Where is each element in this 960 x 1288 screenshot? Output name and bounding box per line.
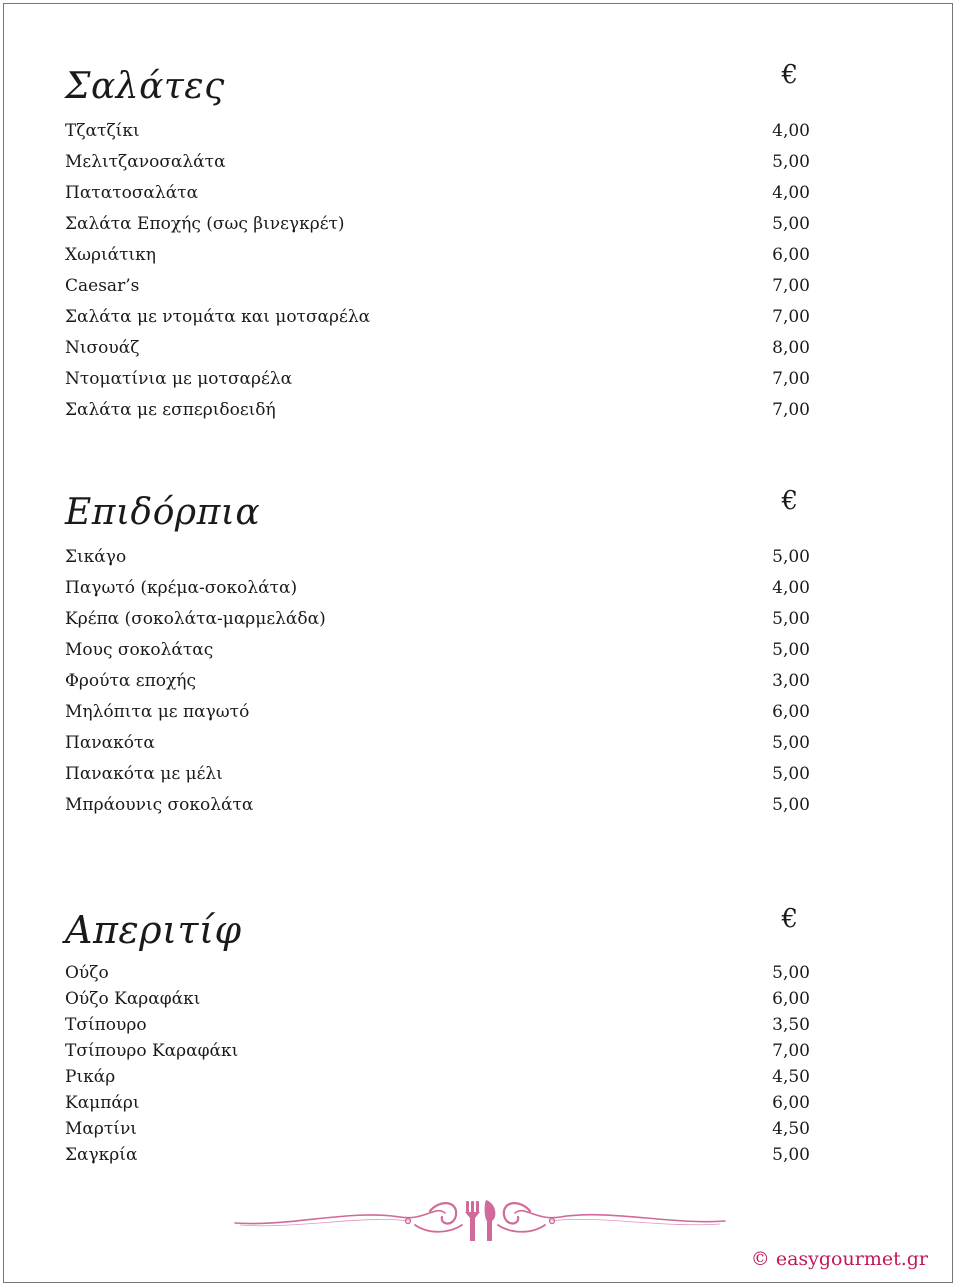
menu-item <box>65 795 810 826</box>
item-name: Τσίπουρο Καραφάκι <box>65 1041 239 1061</box>
item-price: 5,00 <box>772 963 810 983</box>
item-name: Καμπάρι <box>65 1093 140 1113</box>
menu-item <box>65 1067 810 1093</box>
item-price: 5,00 <box>772 733 810 753</box>
item-price: 5,00 <box>772 152 810 172</box>
item-price: 4,50 <box>772 1067 810 1087</box>
menu-item <box>65 338 810 369</box>
copyright-credit: © easygourmet.gr <box>750 1248 928 1270</box>
item-price: 7,00 <box>772 307 810 327</box>
item-name: Ούζο Καραφάκι <box>65 989 201 1009</box>
item-price: 7,00 <box>772 1041 810 1061</box>
item-name: Σαγκρία <box>65 1145 138 1165</box>
item-name: Φρούτα εποχής <box>65 671 197 691</box>
item-name: Κρέπα (σοκολάτα-μαρμελάδα) <box>65 609 326 629</box>
menu-item <box>65 1093 810 1119</box>
menu-list <box>65 547 810 826</box>
fork-knife-ornament-icon <box>230 1195 730 1245</box>
item-price: 4,00 <box>772 578 810 598</box>
item-name: Σαλάτα με ντομάτα και μοτσαρέλα <box>65 307 371 327</box>
menu-item <box>65 214 810 245</box>
menu-item <box>65 578 810 609</box>
euro-header: € <box>781 904 798 934</box>
section-title: Επιδόρπια <box>65 492 261 533</box>
euro-header: € <box>781 486 798 516</box>
item-price: 5,00 <box>772 1145 810 1165</box>
item-name: Σαλάτα Εποχής (σως βινεγκρέτ) <box>65 214 345 234</box>
item-price: 6,00 <box>772 989 810 1009</box>
menu-item <box>65 733 810 764</box>
item-name: Ούζο <box>65 963 109 983</box>
menu-item <box>65 702 810 733</box>
item-name: Πανακότα <box>65 733 155 753</box>
menu-item <box>65 963 810 989</box>
menu-item <box>65 369 810 400</box>
menu-item <box>65 245 810 276</box>
item-name: Νισουάζ <box>65 338 140 358</box>
menu-item <box>65 1041 810 1067</box>
item-name: Πανακότα με μέλι <box>65 764 223 784</box>
item-price: 5,00 <box>772 214 810 234</box>
item-price: 5,00 <box>772 795 810 815</box>
menu-item <box>65 640 810 671</box>
item-price: 5,00 <box>772 609 810 629</box>
item-name: Τζατζίκι <box>65 121 140 141</box>
item-name: Μπράουνις σοκολάτα <box>65 795 254 815</box>
item-name: Ντοματίνια με μοτσαρέλα <box>65 369 293 389</box>
menu-list <box>65 963 810 1171</box>
item-name: Μους σοκολάτας <box>65 640 214 660</box>
item-price: 5,00 <box>772 764 810 784</box>
item-name: Χωριάτικη <box>65 245 156 265</box>
item-price: 4,00 <box>772 183 810 203</box>
section-title: Σαλάτες <box>65 66 225 107</box>
menu-item <box>65 307 810 338</box>
section-title: Απεριτίφ <box>65 908 242 952</box>
item-price: 8,00 <box>772 338 810 358</box>
item-price: 3,50 <box>772 1015 810 1035</box>
item-name: Σαλάτα με εσπεριδοειδή <box>65 400 276 420</box>
item-price: 7,00 <box>772 400 810 420</box>
item-price: 6,00 <box>772 702 810 722</box>
menu-item <box>65 400 810 431</box>
item-name: Ρικάρ <box>65 1067 116 1087</box>
item-name: Πατατοσαλάτα <box>65 183 199 203</box>
item-price: 7,00 <box>772 369 810 389</box>
menu-item <box>65 989 810 1015</box>
item-price: 3,00 <box>772 671 810 691</box>
item-name: Σικάγο <box>65 547 127 567</box>
item-name: Τσίπουρο <box>65 1015 147 1035</box>
item-price: 4,50 <box>772 1119 810 1139</box>
item-name: Μηλόπιτα με παγωτό <box>65 702 250 722</box>
menu-item <box>65 121 810 152</box>
item-name: Μελιτζανοσαλάτα <box>65 152 226 172</box>
menu-item <box>65 764 810 795</box>
menu-item <box>65 1015 810 1041</box>
menu-item <box>65 1145 810 1171</box>
menu-item <box>65 1119 810 1145</box>
item-price: 6,00 <box>772 245 810 265</box>
euro-header: € <box>781 60 798 90</box>
menu-item <box>65 183 810 214</box>
menu-item <box>65 609 810 640</box>
item-price: 4,00 <box>772 121 810 141</box>
item-price: 7,00 <box>772 276 810 296</box>
item-price: 5,00 <box>772 640 810 660</box>
menu-item <box>65 671 810 702</box>
item-price: 5,00 <box>772 547 810 567</box>
menu-item <box>65 276 810 307</box>
item-name: Μαρτίνι <box>65 1119 137 1139</box>
item-price: 6,00 <box>772 1093 810 1113</box>
menu-item <box>65 152 810 183</box>
item-name: Παγωτό (κρέμα-σοκολάτα) <box>65 578 298 598</box>
item-name: Caesar’s <box>65 276 140 296</box>
menu-list <box>65 121 810 431</box>
menu-item <box>65 547 810 578</box>
